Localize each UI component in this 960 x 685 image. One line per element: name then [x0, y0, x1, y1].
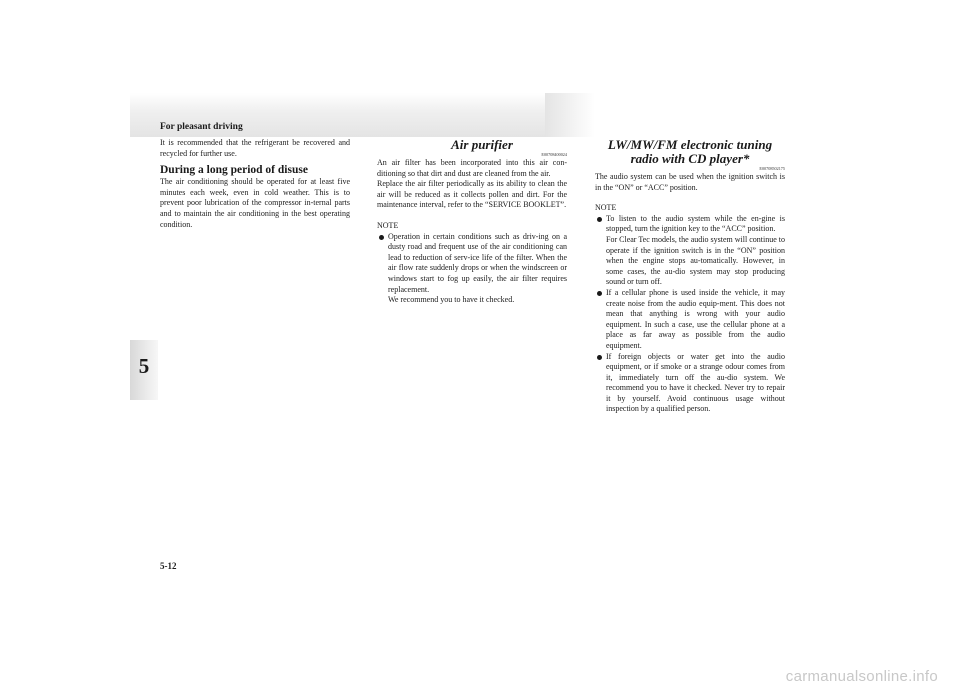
air-purifier-code: E00708400024: [541, 152, 567, 157]
bullet-icon: [597, 291, 602, 296]
note-text: Operation in certain conditions such as driv-ing on a dusty road and frequent use of the air conditioning can lead to reduction of serv-ice life of the filter. When the air flow rate suddenly drops or when the windscreen or windows start to fog up easily, the air filter requires replacement.: [388, 231, 567, 294]
note-item: [595, 288, 785, 352]
watermark[interactable]: carmanualsonline.info: [785, 668, 938, 685]
note-extra: For Clear Tec models, the audio system will continue to operate if the ignition switch is in the “ON” position when the engine stops au-tomatically. However, in some cases, the au-dio system may stop producing sound or turn off.: [606, 234, 785, 287]
header-band-fade: [545, 93, 595, 137]
note-text: To listen to the audio system while the en-gine is stopped, turn the ignition key to the “ACC” position.: [606, 213, 785, 234]
refrigerant-paragraph: It is recommended that the refrigerant be recovered and recycled for further use.: [160, 138, 350, 158]
air-purifier-note-list: [377, 232, 567, 306]
column-refrigerant: [160, 138, 350, 230]
air-purifier-paragraph-1: An air filter has been incorporated into this air con-ditioning so that dirt and dust are cleaned from the air.: [377, 158, 567, 178]
chapter-number: 5: [138, 354, 150, 378]
air-purifier-paragraph-2: Replace the air filter periodically as its ability to clean the air will be reduced as it collects pollen and dirt. For the maintenance interval, refer to the “SERVICE BOOKLET”.: [377, 179, 567, 210]
bullet-icon: [597, 217, 602, 222]
section-title: For pleasant driving: [160, 122, 243, 132]
disuse-heading: During a long period of disuse: [160, 164, 308, 177]
radio-code: E00708502175: [759, 166, 785, 171]
note-item: [595, 352, 785, 416]
note-item: [595, 214, 785, 288]
column-air-purifier: [377, 138, 567, 306]
chapter-tab: [130, 340, 158, 400]
radio-note-label: NOTE: [595, 203, 617, 213]
radio-note-list: [595, 214, 785, 415]
page-number: 5-12: [160, 561, 177, 571]
note-text: If a cellular phone is used inside the vehicle, it may create noise from the audio equip-ment. This does not mean that anything is wrong with your audio equipment. In such a case, use the cellular phone at a place as far away as possible from the audio equipment.: [606, 287, 785, 350]
radio-title: LW/MW/FM electronic tuning radio with CD player*: [607, 137, 773, 166]
note-text: If foreign objects or water get into the audio equipment, or if smoke or a strange odour comes from it, immediately turn off the au-dio system. We recommend you to have it checked. Never try to repair it by yourself. Avoid continuous usage without inspection by a qualified person.: [606, 351, 785, 414]
note-extra: We recommend you to have it checked.: [388, 295, 515, 305]
air-purifier-note-label: NOTE: [377, 220, 399, 230]
bullet-icon: [379, 235, 384, 240]
note-item: [377, 232, 567, 306]
column-radio: [595, 138, 785, 415]
radio-intro: The audio system can be used when the ignition switch is in the “ON” or “ACC” position.: [595, 172, 785, 192]
air-purifier-title: Air purifier: [451, 137, 513, 152]
bullet-icon: [597, 355, 602, 360]
disuse-paragraph: The air conditioning should be operated for at least five minutes each week, even in cold weather. This is to prevent poor lubrication of the compressor in-ternal parts and to maintain the air conditioning in the best operating condition.: [160, 177, 350, 229]
